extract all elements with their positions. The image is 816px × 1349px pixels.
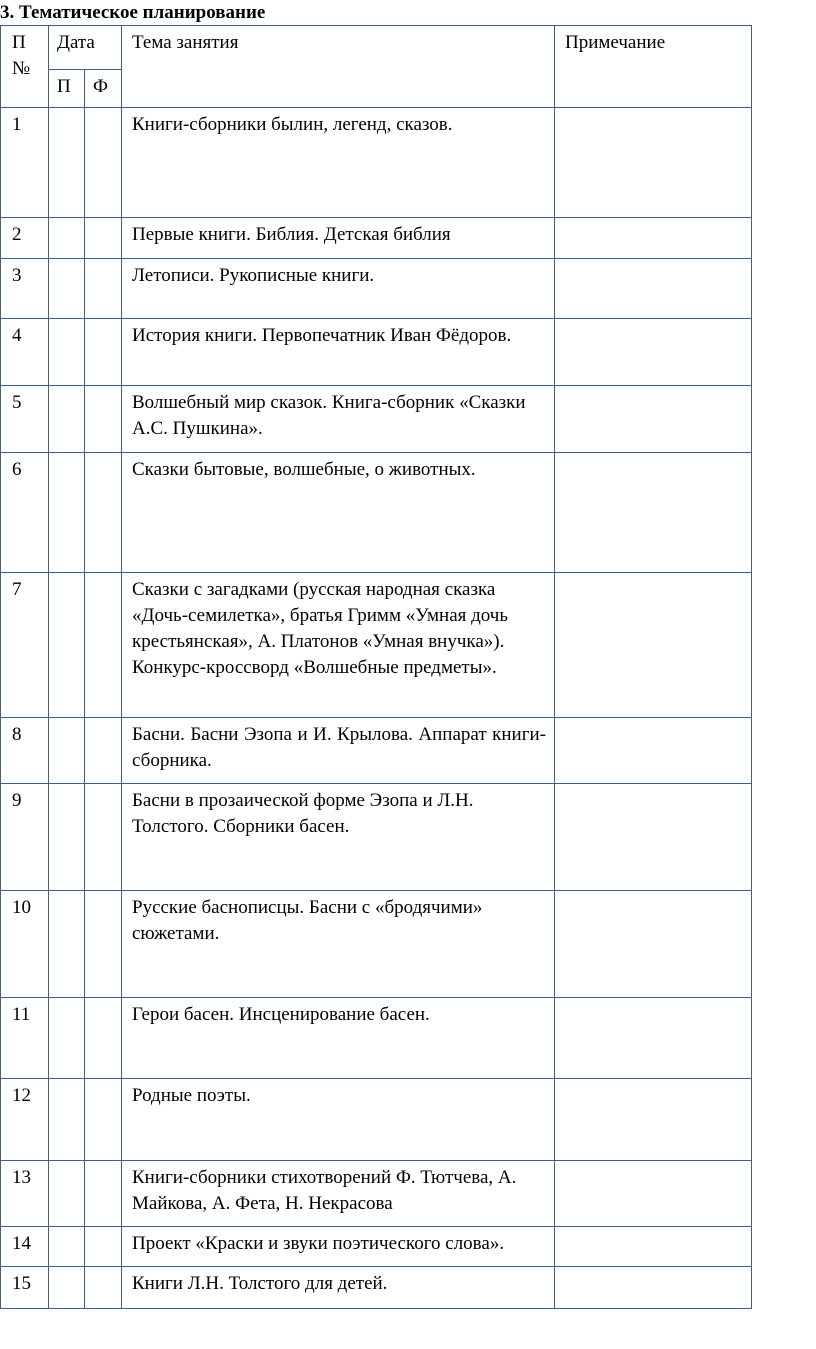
table-row (1, 319, 752, 386)
row-num: 13 (1, 1161, 49, 1227)
row-topic: Русские баснописцы. Басни с «бродячими» сюжетами. (122, 891, 555, 998)
row-topic: Сказки с загадками (русская народная сказка «Дочь-семилетка», братья Гримм «Умная дочь крестьянская», А. Платонов «Умная внучка»). Конкурс-кроссворд «Волшебные предметы». (122, 573, 555, 718)
row-date-plan (49, 784, 85, 891)
section-heading: 3. Тематическое планирование (0, 2, 266, 23)
row-date-fact (85, 259, 122, 319)
table-row (1, 1079, 752, 1161)
row-num: 14 (1, 1227, 49, 1267)
header-topic: Тема занятия (122, 26, 555, 108)
row-date-plan (49, 1161, 85, 1227)
row-num: 2 (1, 218, 49, 259)
table-row (1, 891, 752, 998)
row-topic: Книги Л.Н. Толстого для детей. (122, 1267, 555, 1309)
row-date-fact (85, 573, 122, 718)
table-row (1, 108, 752, 218)
row-num: 1 (1, 108, 49, 218)
row-note (555, 218, 752, 259)
table-row (1, 386, 752, 453)
row-date-fact (85, 218, 122, 259)
row-date-fact (85, 108, 122, 218)
row-note (555, 718, 752, 784)
row-date-plan (49, 259, 85, 319)
row-note (555, 891, 752, 998)
row-date-plan (49, 1227, 85, 1267)
header-date-plan: П (49, 70, 85, 108)
row-topic: Книги-сборники былин, легенд, сказов. (122, 108, 555, 218)
row-topic: Сказки бытовые, волшебные, о животных. (122, 453, 555, 573)
row-topic: Проект «Краски и звуки поэтического слова». (122, 1227, 555, 1267)
row-note (555, 784, 752, 891)
table-row (1, 1267, 752, 1309)
table-row (1, 784, 752, 891)
row-date-plan (49, 108, 85, 218)
table-row (1, 998, 752, 1079)
table-row (1, 453, 752, 573)
row-note (555, 1161, 752, 1227)
row-date-plan (49, 386, 85, 453)
row-date-fact (85, 1161, 122, 1227)
table-row (1, 259, 752, 319)
row-date-plan (49, 891, 85, 998)
row-note (555, 1227, 752, 1267)
row-num: 9 (1, 784, 49, 891)
row-num: 8 (1, 718, 49, 784)
row-topic: Басни в прозаической форме Эзопа и Л.Н. Толстого. Сборники басен. (122, 784, 555, 891)
row-date-fact (85, 998, 122, 1079)
row-num: 4 (1, 319, 49, 386)
header-note: Примечание (555, 26, 752, 108)
row-topic: История книги. Первопечатник Иван Фёдоров. (122, 319, 555, 386)
row-date-fact (85, 1079, 122, 1161)
row-note (555, 386, 752, 453)
row-note (555, 108, 752, 218)
header-date-fact: Ф (85, 70, 122, 108)
table-row (1, 218, 752, 259)
row-date-plan (49, 1267, 85, 1309)
row-topic: Летописи. Рукописные книги. (122, 259, 555, 319)
row-topic: Басни. Басни Эзопа и И. Крылова. Аппарат книги- сборника. (122, 718, 555, 784)
row-num: 12 (1, 1079, 49, 1161)
header-date: Дата (49, 26, 122, 70)
header-row (1, 26, 752, 70)
row-note (555, 573, 752, 718)
row-date-fact (85, 319, 122, 386)
row-date-plan (49, 998, 85, 1079)
row-note (555, 1267, 752, 1309)
row-num: 15 (1, 1267, 49, 1309)
row-num: 7 (1, 573, 49, 718)
row-topic: Книги-сборники стихотворений Ф. Тютчева, А. Майкова, А. Фета, Н. Некрасова (122, 1161, 555, 1227)
row-topic: Первые книги. Библия. Детская библия (122, 218, 555, 259)
row-date-fact (85, 891, 122, 998)
row-date-fact (85, 1227, 122, 1267)
row-num: 11 (1, 998, 49, 1079)
row-date-fact (85, 1267, 122, 1309)
table-row (1, 1227, 752, 1267)
row-note (555, 998, 752, 1079)
planning-table (0, 25, 752, 1309)
row-note (555, 259, 752, 319)
table-row (1, 573, 752, 718)
row-topic: Герои басен. Инсценирование басен. (122, 998, 555, 1079)
row-num: 6 (1, 453, 49, 573)
row-note (555, 1079, 752, 1161)
row-date-fact (85, 386, 122, 453)
row-date-plan (49, 1079, 85, 1161)
row-num: 5 (1, 386, 49, 453)
row-topic: Волшебный мир сказок. Книга-сборник «Сказки А.С. Пушкина». (122, 386, 555, 453)
row-topic: Родные поэты. (122, 1079, 555, 1161)
row-num: 3 (1, 259, 49, 319)
row-date-plan (49, 573, 85, 718)
table-row (1, 1161, 752, 1227)
header-num: П № (1, 26, 49, 108)
row-date-plan (49, 453, 85, 573)
row-date-fact (85, 453, 122, 573)
row-date-plan (49, 319, 85, 386)
row-note (555, 319, 752, 386)
row-date-fact (85, 718, 122, 784)
row-num: 10 (1, 891, 49, 998)
table-row (1, 718, 752, 784)
row-date-plan (49, 718, 85, 784)
row-date-fact (85, 784, 122, 891)
row-date-plan (49, 218, 85, 259)
row-note (555, 453, 752, 573)
